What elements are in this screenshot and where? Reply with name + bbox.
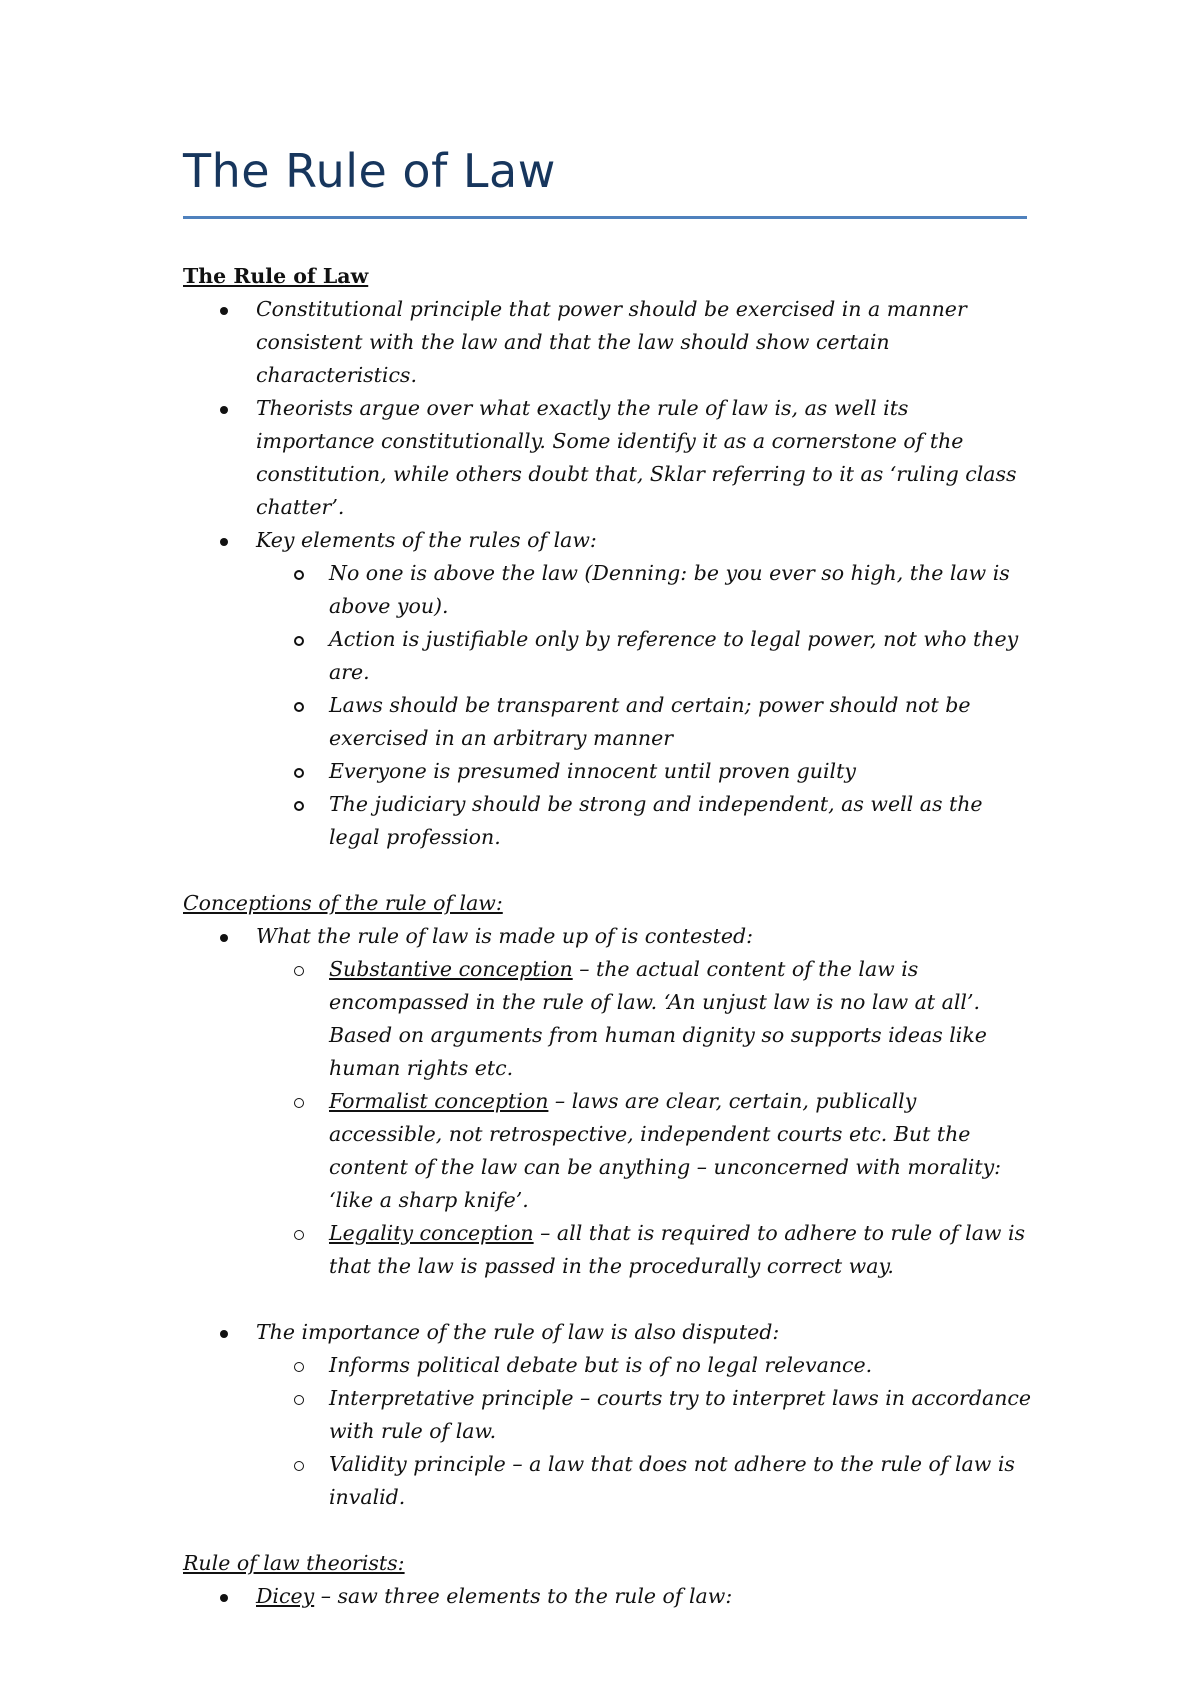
sub-list-item: Everyone is presumed innocent until proven guilty (183, 755, 1033, 788)
section-heading: The Rule of Law (183, 264, 369, 288)
document-body (183, 260, 1033, 1613)
circle-bullet-icon (294, 1461, 304, 1471)
term: Legality conception (329, 1221, 534, 1245)
page-title: The Rule of Law (183, 144, 556, 198)
circle-bullet-icon (294, 702, 304, 712)
circle-bullet-icon (294, 1362, 304, 1372)
sub-list-item: No one is above the law (Denning: be you ever so high, the law is above you). (183, 557, 1033, 623)
bullet-icon (220, 538, 228, 546)
list-item: Key elements of the rules of law: (183, 524, 1033, 557)
sub-list-item: The judiciary should be strong and independent, as well as the legal profession. (183, 788, 1033, 854)
circle-bullet-icon (294, 768, 304, 778)
list-item: The importance of the rule of law is also disputed: (183, 1316, 1033, 1349)
bullet-icon (220, 1330, 228, 1338)
term: Substantive conception (329, 957, 573, 981)
bullet-list (183, 1316, 1033, 1349)
term: Formalist conception (329, 1089, 549, 1113)
section-heading: Rule of law theorists: (183, 1551, 405, 1575)
circle-bullet-icon (294, 1395, 304, 1405)
circle-bullet-icon (294, 966, 304, 976)
bullet-icon (220, 934, 228, 942)
list-item: Dicey – saw three elements to the rule of law: (183, 1580, 1033, 1613)
term: Dicey (256, 1584, 315, 1608)
list-item: What the rule of law is made up of is contested: (183, 920, 1033, 953)
circle-bullet-icon (294, 636, 304, 646)
circle-bullet-icon (294, 801, 304, 811)
bullet-icon (220, 307, 228, 315)
list-item: Theorists argue over what exactly the rule of law is, as well its importance constitutionally. Some identify it as a cornerstone of the constitution, while others doubt that, Sklar referring to it as ‘ruling class chatter’. (183, 392, 1033, 524)
list-item: Constitutional principle that power should be exercised in a manner consistent with the law and that the law should show certain characteristics. (183, 293, 1033, 392)
sub-list-item: Legality conception – all that is required to adhere to rule of law is that the law is passed in the procedurally correct way. (183, 1217, 1033, 1283)
sub-list-item: Validity principle – a law that does not adhere to the rule of law is invalid. (183, 1448, 1033, 1514)
circle-bullet-icon (294, 1230, 304, 1240)
title-divider (183, 216, 1027, 219)
circle-bullet-icon (294, 570, 304, 580)
sub-list-item: Substantive conception – the actual content of the law is encompassed in the rule of law. ‘An unjust law is no law at all’. Based on arguments from human dignity so supports ideas like human rights etc. (183, 953, 1033, 1085)
sub-list-item: Action is justifiable only by reference to legal power, not who they are. (183, 623, 1033, 689)
bullet-icon (220, 406, 228, 414)
sub-list-item: Informs political debate but is of no legal relevance. (183, 1349, 1033, 1382)
sub-bullet-list (183, 557, 1033, 854)
sub-list-item: Interpretative principle – courts try to interpret laws in accordance with rule of law. (183, 1382, 1033, 1448)
bullet-list (183, 1580, 1033, 1613)
sub-list-item: Formalist conception – laws are clear, certain, publically accessible, not retrospective, independent courts etc. But the content of the law can be anything – unconcerned with morality: ‘like a sharp knife’. (183, 1085, 1033, 1217)
sub-bullet-list (183, 1349, 1033, 1514)
section-heading: Conceptions of the rule of law: (183, 891, 503, 915)
circle-bullet-icon (294, 1098, 304, 1108)
sub-list-item: Laws should be transparent and certain; power should not be exercised in an arbitrary manner (183, 689, 1033, 755)
sub-bullet-list (183, 953, 1033, 1283)
bullet-list (183, 920, 1033, 953)
bullet-list (183, 293, 1033, 557)
bullet-icon (220, 1594, 228, 1602)
